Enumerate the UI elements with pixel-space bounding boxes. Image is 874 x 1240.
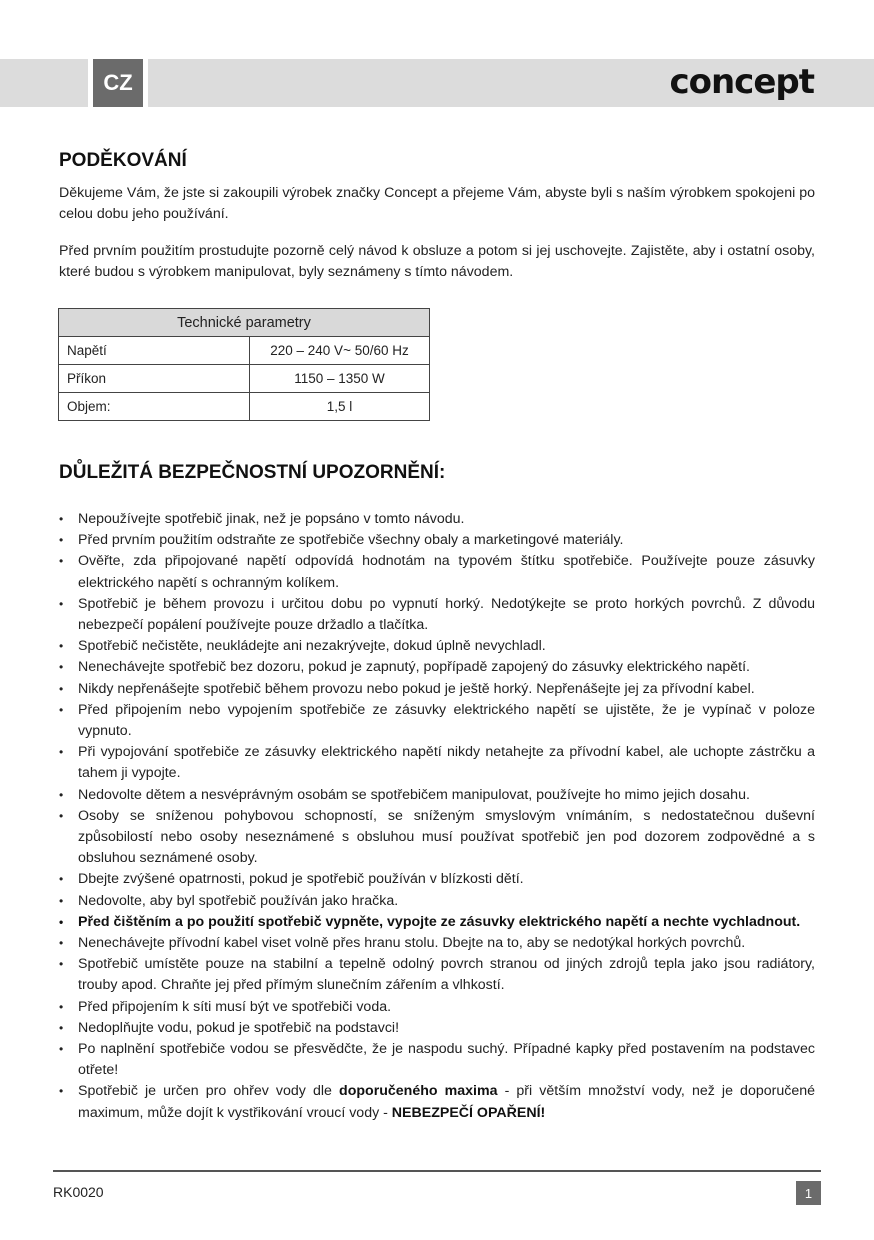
spec-row	[59, 365, 430, 393]
safety-item: • Nikdy nepřenášejte spotřebič během provozu nebo pokud je ještě horký. Nepřenášejte jej za přívodní kabel.	[59, 679, 815, 700]
safety-item: • Nenechávejte spotřebič bez dozoru, pokud je zapnutý, popřípadě zapojený do zásuvky elektrického napětí.	[59, 657, 815, 678]
last-item-bold-2: NEBEZPEČÍ OPAŘENÍ!	[391, 1104, 546, 1121]
safety-item: • Při vypojování spotřebiče ze zásuvky elektrického napětí nikdy netahejte za přívodní kabel, ale uchopte zástrčku a tahem ji vypojte.	[59, 742, 815, 784]
spec-table	[58, 308, 430, 421]
safety-heading: DŮLEŽITÁ BEZPEČNOSTNÍ UPOZORNĚNÍ:	[59, 462, 446, 483]
safety-item: • Nedoplňujte vodu, pokud je spotřebič na podstavci!	[59, 1018, 815, 1039]
last-item-text-2: - při větším množství vody, než je doporučené maximum, může dojít k vystřikování vroucí vody -	[78, 1083, 815, 1121]
header-band-left	[0, 59, 88, 107]
safety-item: • Nenechávejte přívodní kabel viset volně přes hranu stolu. Dbejte na to, aby se nedotýkal horkých povrchů.	[59, 933, 815, 954]
brand-logo: concept	[669, 62, 814, 102]
safety-item: • Nepoužívejte spotřebič jinak, než je popsáno v tomto návodu.	[59, 509, 815, 530]
spec-value: 1150 – 1350 W	[250, 365, 430, 393]
safety-item-bold: • Před čištěním a po použití spotřebič vypněte, vypojte ze zásuvky elektrického napětí a nechte vychladnout.	[59, 912, 815, 933]
safety-item: • Dbejte zvýšené opatrnosti, pokud je spotřebič používán v blízkosti dětí.	[59, 869, 815, 890]
footer-model-number: RK0020	[53, 1184, 104, 1200]
safety-item: • Nedovolte, aby byl spotřebič používán jako hračka.	[59, 891, 815, 912]
safety-item-last	[59, 1081, 815, 1123]
thanks-paragraph-2: Před prvním použitím prostudujte pozorně celý návod k obsluze a potom si jej uschovejte. Zajistěte, aby i ostatní osoby, které budou s výrobkem manipulovat, byly seznámeny s tímto návodem.	[59, 243, 815, 280]
safety-item: • Osoby se sníženou pohybovou schopností, se sníženým smyslovým vnímáním, s nedostatečnou duševní způsobilostí nebo osoby neseznámené s obsluhou musí používat spotřebič jen pod dozorem zodpovědné a s obsluhou seznámené osoby.	[59, 806, 815, 870]
footer-divider	[53, 1170, 821, 1172]
safety-item: • Před připojením nebo vypojením spotřebiče ze zásuvky elektrického napětí se ujistěte, že je vypínač v poloze vypnuto.	[59, 700, 815, 742]
page-number: 1	[796, 1181, 821, 1205]
safety-item: • Po naplnění spotřebiče vodou se přesvědčte, že je naspodu suchý. Případné kapky před postavením na podstavec otřete!	[59, 1039, 815, 1081]
spec-value: 220 – 240 V~ 50/60 Hz	[250, 337, 430, 365]
safety-item: • Nedovolte dětem a nesvéprávným osobám se spotřebičem manipulovat, používejte ho mimo jejich dosahu.	[59, 785, 815, 806]
safety-item: • Spotřebič je během provozu i určitou dobu po vypnutí horký. Nedotýkejte se proto horkých povrchů. Z důvodu nebezpečí popálení používejte pouze držadlo a tlačítka.	[59, 594, 815, 636]
thanks-paragraph-1: Děkujeme Vám, že jste si zakoupili výrobek značky Concept a přejeme Vám, abyste byli s naším výrobkem spokojeni po celou dobu jeho používání.	[59, 185, 815, 222]
spec-label: Příkon	[59, 365, 250, 393]
spec-row	[59, 393, 430, 421]
spec-table-title: Technické parametry	[59, 309, 430, 337]
language-badge: CZ	[93, 59, 143, 107]
spec-row	[59, 337, 430, 365]
safety-list	[59, 509, 815, 1124]
spec-label: Napětí	[59, 337, 250, 365]
thanks-heading: PODĚKOVÁNÍ	[59, 150, 187, 171]
spec-table-header-row	[59, 309, 430, 337]
safety-item: • Před připojením k síti musí být ve spotřebiči voda.	[59, 997, 815, 1018]
last-item-text-1: Spotřebič je určen pro ohřev vody dle	[78, 1083, 340, 1100]
spec-label: Objem:	[59, 393, 250, 421]
safety-item: • Ověřte, zda připojované napětí odpovídá hodnotám na typovém štítku spotřebiče. Používejte pouze zásuvky elektrického napětí s ochranným kolíkem.	[59, 551, 815, 593]
spec-value: 1,5 l	[250, 393, 430, 421]
safety-item: • Spotřebič umístěte pouze na stabilní a tepelně odolný povrch stranou od jiných zdrojů tepla jako jsou radiátory, trouby apod. Chraňte jej před přímým slunečním zářením a vlhkostí.	[59, 954, 815, 996]
safety-item: • Spotřebič nečistěte, neukládejte ani nezakrývejte, dokud úplně nevychladl.	[59, 636, 815, 657]
last-item-bold-1: doporučeného maxima	[339, 1083, 498, 1100]
safety-item: • Před prvním použitím odstraňte ze spotřebiče všechny obaly a marketingové materiály.	[59, 530, 815, 551]
